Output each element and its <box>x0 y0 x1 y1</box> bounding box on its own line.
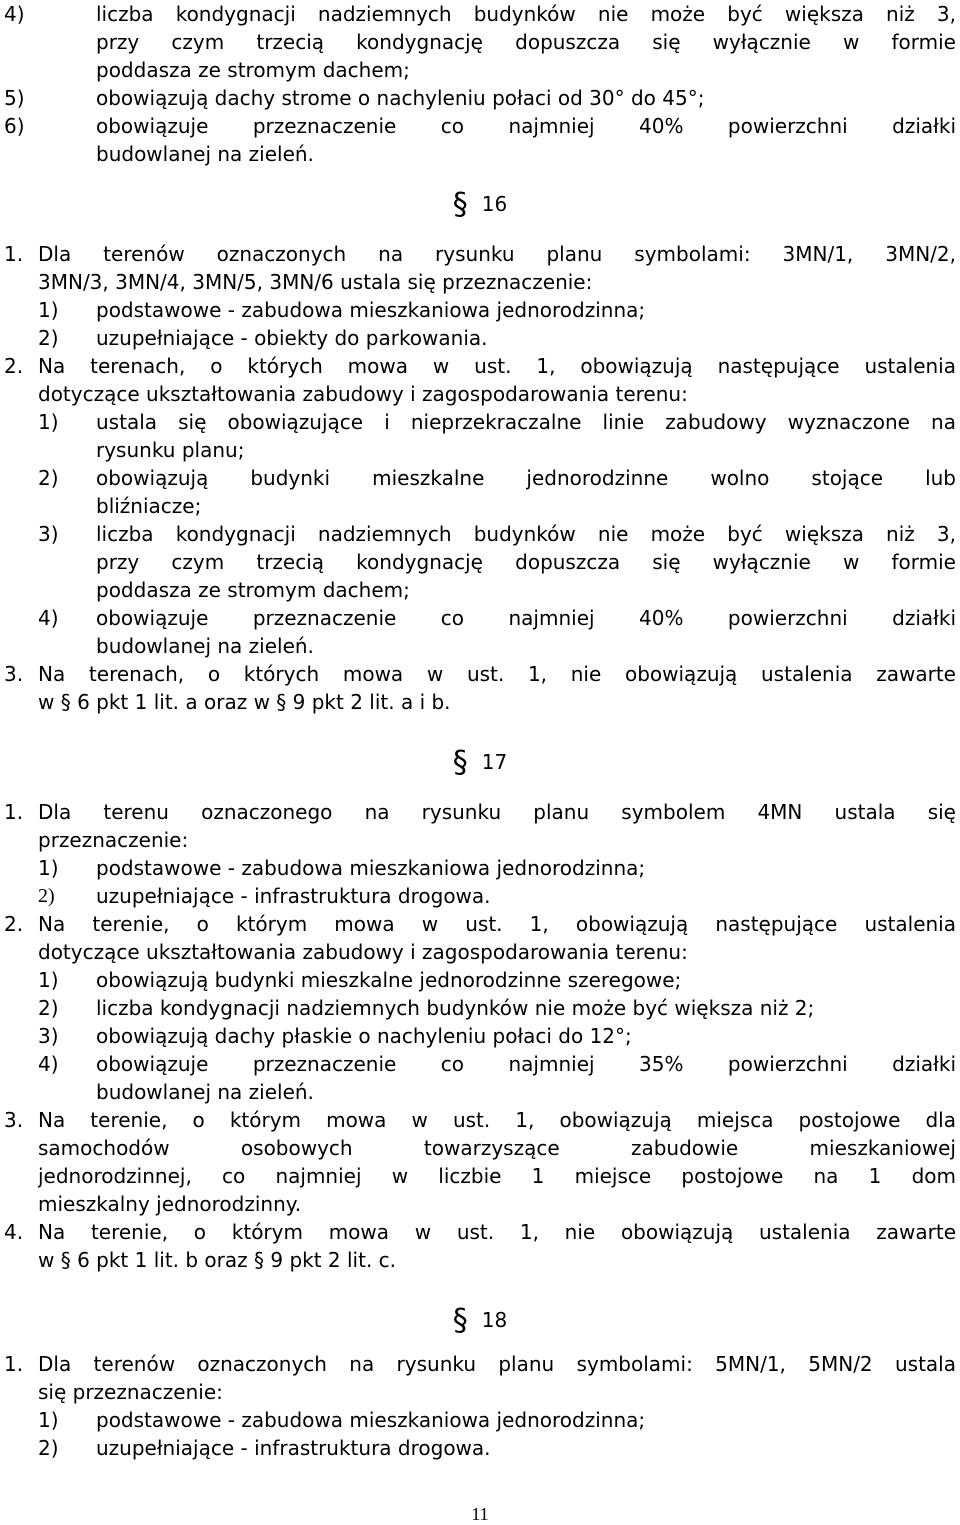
item-text: Na terenie, o którym mowa w ust. 1, obowiązują następujące ustalenia <box>38 912 956 936</box>
item-label: 1) <box>38 968 59 992</box>
item-label: 2. <box>4 354 24 378</box>
item-label: 3) <box>38 522 59 546</box>
item-text: jednorodzinnej, co najmniej w liczbie 1 miejsce postojowe na 1 dom <box>38 1164 956 1188</box>
item-label: 3) <box>38 1024 59 1048</box>
item-text: się przeznaczenie: <box>38 1380 223 1404</box>
text-line <box>0 1246 960 1274</box>
text-line <box>0 548 960 576</box>
list-item <box>0 464 960 492</box>
text-line <box>0 268 960 296</box>
item-label: 1. <box>4 1352 24 1376</box>
item-label: 2) <box>38 326 59 350</box>
paragraph-item <box>0 660 960 688</box>
list-item <box>0 1434 960 1462</box>
item-label: 1. <box>4 242 24 266</box>
item-text: przy czym trzecią kondygnację dopuszcza się wyłącznie w formie <box>96 550 956 574</box>
item-text: budowlanej na zieleń. <box>96 634 314 658</box>
item-label: 5) <box>4 86 25 110</box>
item-text: uzupełniające - infrastruktura drogowa. <box>96 1436 491 1460</box>
text-line <box>0 56 960 84</box>
item-label: 4) <box>38 1052 59 1076</box>
text-line <box>0 1190 960 1218</box>
item-text: Na terenach, o których mowa w ust. 1, obowiązują następujące ustalenia <box>38 354 956 378</box>
section-number: 18 <box>481 1308 508 1332</box>
item-text: mieszkalny jednorodzinny. <box>38 1192 302 1216</box>
item-text: Na terenie, o którym mowa w ust. 1, obowiązują miejsca postojowe dla <box>38 1108 956 1132</box>
text-line <box>0 826 960 854</box>
item-text: Na terenie, o którym mowa w ust. 1, nie obowiązują ustalenia zawarte <box>38 1220 956 1244</box>
item-text: rysunku planu; <box>96 438 245 462</box>
item-label: 3. <box>4 1108 24 1132</box>
item-text: dotyczące ukształtowania zabudowy i zagospodarowania terenu: <box>38 940 688 964</box>
item-text: uzupełniające - infrastruktura drogowa. <box>96 884 491 908</box>
list-item <box>0 854 960 882</box>
item-text: budowlanej na zieleń. <box>96 1080 314 1104</box>
text-line <box>0 688 960 716</box>
item-text: budowlanej na zieleń. <box>96 142 314 166</box>
section-number: 16 <box>481 192 508 216</box>
list-item <box>0 520 960 548</box>
text-line <box>0 140 960 168</box>
item-text: uzupełniające - obiekty do parkowania. <box>96 326 488 350</box>
section-number: 17 <box>481 750 508 774</box>
item-label: 2) <box>38 996 59 1020</box>
list-item <box>0 1406 960 1434</box>
text-line <box>0 28 960 56</box>
section-sign: § <box>452 1303 468 1338</box>
text-line <box>0 1162 960 1190</box>
list-item <box>0 994 960 1022</box>
list-item <box>0 296 960 324</box>
text-line <box>0 938 960 966</box>
page-number: 11 <box>471 1504 489 1524</box>
item-label: 1) <box>38 298 59 322</box>
item-text: poddasza ze stromym dachem; <box>96 58 410 82</box>
item-label: 2) <box>38 466 59 490</box>
item-text: liczba kondygnacji nadziemnych budynków nie może być większa niż 3, <box>96 2 956 26</box>
list-item <box>0 1022 960 1050</box>
list-item <box>0 1050 960 1078</box>
item-text: dotyczące ukształtowania zabudowy i zagospodarowania terenu: <box>38 382 688 406</box>
list-item <box>0 408 960 436</box>
paragraph-item <box>0 910 960 938</box>
item-text: przeznaczenie: <box>38 828 189 852</box>
item-text: w § 6 pkt 1 lit. a oraz w § 9 pkt 2 lit. a i b. <box>38 690 451 714</box>
item-label: 1) <box>38 1408 59 1432</box>
paragraph-item <box>0 352 960 380</box>
item-label: 1. <box>4 800 24 824</box>
item-text: poddasza ze stromym dachem; <box>96 578 410 602</box>
item-text: Dla terenów oznaczonych na rysunku planu symbolami: 3MN/1, 3MN/2, <box>38 242 956 266</box>
list-item <box>0 112 960 140</box>
item-text: podstawowe - zabudowa mieszkaniowa jednorodzinna; <box>96 856 646 880</box>
section-heading <box>0 745 960 780</box>
item-text: obowiązują budynki mieszkalne jednorodzinne wolno stojące lub <box>96 466 956 490</box>
item-text: obowiązuje przeznaczenie co najmniej 40% powierzchni działki <box>96 114 956 138</box>
list-item <box>0 324 960 352</box>
text-line <box>0 492 960 520</box>
item-label: 4) <box>38 606 59 630</box>
text-line <box>0 632 960 660</box>
item-text: Dla terenu oznaczonego na rysunku planu symbolem 4MN ustala się <box>38 800 956 824</box>
section-heading <box>0 187 960 222</box>
list-item <box>0 84 960 112</box>
item-text: liczba kondygnacji nadziemnych budynków nie może być większa niż 3, <box>96 522 956 546</box>
list-item <box>0 604 960 632</box>
item-label: 1) <box>38 856 59 880</box>
item-label: 4) <box>4 2 25 26</box>
item-text: bliźniacze; <box>96 494 202 518</box>
list-item <box>0 882 960 910</box>
paragraph-item <box>0 1106 960 1134</box>
paragraph-item <box>0 798 960 826</box>
text-line <box>0 576 960 604</box>
item-text: liczba kondygnacji nadziemnych budynków nie może być większa niż 2; <box>96 996 815 1020</box>
item-label: 2) <box>38 885 55 907</box>
item-text: podstawowe - zabudowa mieszkaniowa jednorodzinna; <box>96 1408 646 1432</box>
item-text: obowiązuje przeznaczenie co najmniej 40% powierzchni działki <box>96 606 956 630</box>
item-label: 1) <box>38 410 59 434</box>
section-heading <box>0 1303 960 1338</box>
text-line <box>0 1378 960 1406</box>
item-text: ustala się obowiązujące i nieprzekraczalne linie zabudowy wyznaczone na <box>96 410 956 434</box>
item-label: 3. <box>4 662 24 686</box>
text-line <box>0 436 960 464</box>
paragraph-item <box>0 1218 960 1246</box>
item-label: 4. <box>4 1220 24 1244</box>
item-text: obowiązuje przeznaczenie co najmniej 35% powierzchni działki <box>96 1052 956 1076</box>
item-text: obowiązują budynki mieszkalne jednorodzinne szeregowe; <box>96 968 682 992</box>
item-text: Dla terenów oznaczonych na rysunku planu symbolami: 5MN/1, 5MN/2 ustala <box>38 1352 956 1376</box>
item-label: 2) <box>38 1436 59 1460</box>
text-line <box>0 380 960 408</box>
item-text: samochodów osobowych towarzyszące zabudowie mieszkaniowej <box>38 1136 956 1160</box>
item-text: podstawowe - zabudowa mieszkaniowa jednorodzinna; <box>96 298 646 322</box>
list-item <box>0 966 960 994</box>
list-item <box>0 0 960 28</box>
item-label: 6) <box>4 114 25 138</box>
paragraph-item <box>0 1350 960 1378</box>
item-text: obowiązują dachy płaskie o nachyleniu połaci do 12°; <box>96 1024 632 1048</box>
section-sign: § <box>452 187 468 222</box>
item-text: w § 6 pkt 1 lit. b oraz § 9 pkt 2 lit. c. <box>38 1248 397 1272</box>
item-text: Na terenach, o których mowa w ust. 1, nie obowiązują ustalenia zawarte <box>38 662 956 686</box>
text-line <box>0 1134 960 1162</box>
text-line <box>0 1078 960 1106</box>
section-sign: § <box>452 745 468 780</box>
item-label: 2. <box>4 912 24 936</box>
paragraph-item <box>0 240 960 268</box>
item-text: przy czym trzecią kondygnację dopuszcza się wyłącznie w formie <box>96 30 956 54</box>
item-text: 3MN/3, 3MN/4, 3MN/5, 3MN/6 ustala się przeznaczenie: <box>38 270 593 294</box>
item-text: obowiązują dachy strome o nachyleniu połaci od 30° do 45°; <box>96 86 705 110</box>
